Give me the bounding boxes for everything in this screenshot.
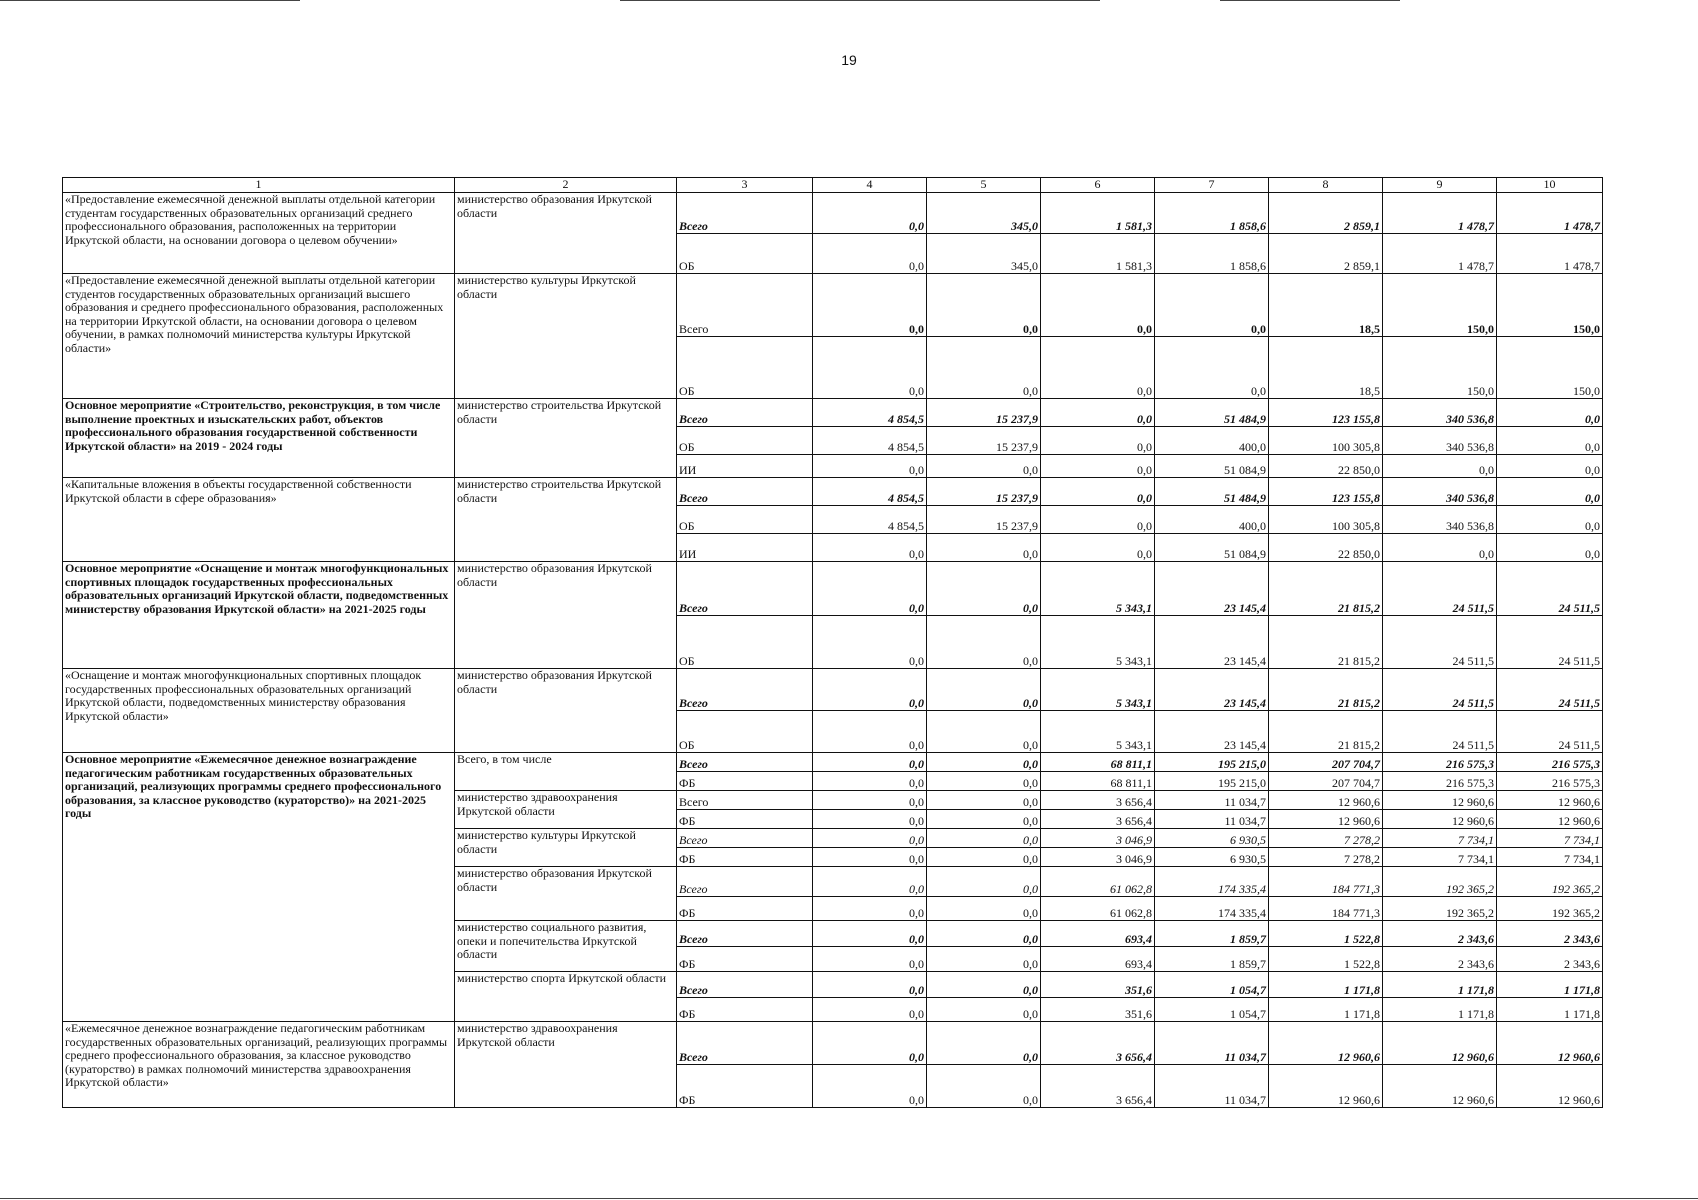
amount-year-col-6: 3 656,4	[1041, 791, 1155, 810]
amount-year-col-8: 7 278,2	[1269, 848, 1383, 867]
column-number-6: 6	[1041, 178, 1155, 193]
amount-year-col-7: 51 084,9	[1155, 534, 1269, 562]
amount-year-col-10: 24 511,5	[1497, 562, 1603, 616]
amount-year-col-5: 0,0	[927, 669, 1041, 711]
amount-year-col-5: 0,0	[927, 972, 1041, 998]
amount-year-col-10: 150,0	[1497, 274, 1603, 337]
amount-year-col-8: 207 704,7	[1269, 772, 1383, 791]
amount-year-col-9: 340 536,8	[1383, 506, 1497, 534]
amount-year-col-8: 12 960,6	[1269, 791, 1383, 810]
amount-year-col-4: 0,0	[813, 669, 927, 711]
amount-year-col-4: 4 854,5	[813, 478, 927, 506]
amount-year-col-4: 0,0	[813, 193, 927, 234]
amount-year-col-9: 24 511,5	[1383, 616, 1497, 669]
amount-year-col-9: 24 511,5	[1383, 562, 1497, 616]
amount-year-col-5: 0,0	[927, 921, 1041, 947]
amount-year-col-10: 0,0	[1497, 427, 1603, 455]
responsible-executor: министерство культуры Иркутской области	[455, 829, 677, 867]
amount-year-col-6: 5 343,1	[1041, 711, 1155, 753]
amount-year-col-10: 0,0	[1497, 399, 1603, 427]
amount-year-col-7: 23 145,4	[1155, 562, 1269, 616]
funding-source: Всего	[677, 921, 813, 947]
amount-year-col-10: 0,0	[1497, 455, 1603, 478]
amount-year-col-7: 11 034,7	[1155, 791, 1269, 810]
amount-year-col-9: 12 960,6	[1383, 791, 1497, 810]
amount-year-col-10: 1 478,7	[1497, 193, 1603, 234]
amount-year-col-4: 0,0	[813, 337, 927, 399]
amount-year-col-9: 2 343,6	[1383, 947, 1497, 972]
amount-year-col-9: 0,0	[1383, 534, 1497, 562]
amount-year-col-4: 0,0	[813, 616, 927, 669]
amount-year-col-10: 2 343,6	[1497, 947, 1603, 972]
responsible-executor: министерство строительства Иркутской области	[455, 478, 677, 562]
amount-year-col-5: 0,0	[927, 791, 1041, 810]
funding-source: ИИ	[677, 455, 813, 478]
amount-year-col-5: 345,0	[927, 234, 1041, 274]
amount-year-col-8: 1 522,8	[1269, 947, 1383, 972]
amount-year-col-8: 123 155,8	[1269, 399, 1383, 427]
amount-year-col-6: 3 046,9	[1041, 848, 1155, 867]
amount-year-col-7: 1 859,7	[1155, 921, 1269, 947]
amount-year-col-7: 400,0	[1155, 427, 1269, 455]
table-row	[63, 478, 1603, 506]
funding-source: ФБ	[677, 810, 813, 829]
amount-year-col-7: 51 084,9	[1155, 455, 1269, 478]
amount-year-col-7: 1 858,6	[1155, 234, 1269, 274]
event-description: «Оснащение и монтаж многофункциональных спортивных площадок государственных профессиональных образовательных организаций Иркутской области, подведомственных министерству образования Иркутской области»	[63, 669, 455, 753]
amount-year-col-5: 15 237,9	[927, 506, 1041, 534]
program-funding-table	[62, 177, 1603, 1108]
amount-year-col-9: 192 365,2	[1383, 867, 1497, 897]
amount-year-col-4: 0,0	[813, 753, 927, 772]
amount-year-col-10: 216 575,3	[1497, 772, 1603, 791]
amount-year-col-10: 192 365,2	[1497, 867, 1603, 897]
amount-year-col-10: 216 575,3	[1497, 753, 1603, 772]
amount-year-col-5: 0,0	[927, 848, 1041, 867]
amount-year-col-9: 1 478,7	[1383, 193, 1497, 234]
funding-source: ФБ	[677, 897, 813, 921]
amount-year-col-5: 0,0	[927, 753, 1041, 772]
amount-year-col-8: 1 522,8	[1269, 921, 1383, 947]
funding-source: ОБ	[677, 234, 813, 274]
column-number-1: 1	[63, 178, 455, 193]
amount-year-col-10: 2 343,6	[1497, 921, 1603, 947]
amount-year-col-5: 0,0	[927, 534, 1041, 562]
amount-year-col-10: 0,0	[1497, 506, 1603, 534]
page-number: 19	[841, 52, 857, 68]
amount-year-col-4: 0,0	[813, 562, 927, 616]
funding-source: ФБ	[677, 947, 813, 972]
amount-year-col-6: 351,6	[1041, 998, 1155, 1022]
amount-year-col-10: 12 960,6	[1497, 1065, 1603, 1108]
table-row	[63, 669, 1603, 711]
responsible-executor: министерство образования Иркутской области	[455, 669, 677, 753]
funding-source: ОБ	[677, 616, 813, 669]
amount-year-col-7: 11 034,7	[1155, 1022, 1269, 1065]
amount-year-col-10: 24 511,5	[1497, 711, 1603, 753]
amount-year-col-5: 0,0	[927, 897, 1041, 921]
amount-year-col-4: 0,0	[813, 1022, 927, 1065]
amount-year-col-7: 195 215,0	[1155, 772, 1269, 791]
responsible-executor: министерство образования Иркутской области	[455, 562, 677, 669]
funding-source: Всего	[677, 562, 813, 616]
amount-year-col-9: 24 511,5	[1383, 669, 1497, 711]
funding-source: ФБ	[677, 1065, 813, 1108]
amount-year-col-9: 12 960,6	[1383, 1065, 1497, 1108]
amount-year-col-4: 0,0	[813, 998, 927, 1022]
amount-year-col-4: 0,0	[813, 897, 927, 921]
amount-year-col-6: 5 343,1	[1041, 616, 1155, 669]
amount-year-col-4: 0,0	[813, 947, 927, 972]
amount-year-col-6: 0,0	[1041, 337, 1155, 399]
amount-year-col-7: 6 930,5	[1155, 848, 1269, 867]
responsible-executor: министерство спорта Иркутской области	[455, 972, 677, 1022]
amount-year-col-4: 4 854,5	[813, 399, 927, 427]
responsible-executor: Всего, в том числе	[455, 753, 677, 791]
table-row	[63, 193, 1603, 234]
amount-year-col-10: 0,0	[1497, 534, 1603, 562]
amount-year-col-4: 0,0	[813, 867, 927, 897]
amount-year-col-6: 693,4	[1041, 947, 1155, 972]
amount-year-col-6: 68 811,1	[1041, 753, 1155, 772]
funding-source: ФБ	[677, 772, 813, 791]
funding-source: ОБ	[677, 506, 813, 534]
amount-year-col-5: 0,0	[927, 455, 1041, 478]
amount-year-col-6: 693,4	[1041, 921, 1155, 947]
funding-source: Всего	[677, 791, 813, 810]
amount-year-col-5: 0,0	[927, 947, 1041, 972]
event-description: «Предоставление ежемесячной денежной выплаты отдельной категории студентов государственных образовательных организаций высшего образования и среднего профессионального образования, расположенных на территории Иркутской области, на основании договора о целевом обучении, в рамках полномочий министерства культуры Иркутской области»	[63, 274, 455, 399]
amount-year-col-9: 1 171,8	[1383, 998, 1497, 1022]
amount-year-col-4: 0,0	[813, 274, 927, 337]
funding-source: Всего	[677, 972, 813, 998]
amount-year-col-6: 3 656,4	[1041, 1065, 1155, 1108]
amount-year-col-9: 1 171,8	[1383, 972, 1497, 998]
amount-year-col-9: 216 575,3	[1383, 772, 1497, 791]
column-number-2: 2	[455, 178, 677, 193]
amount-year-col-4: 4 854,5	[813, 427, 927, 455]
column-number-4: 4	[813, 178, 927, 193]
amount-year-col-10: 192 365,2	[1497, 897, 1603, 921]
amount-year-col-8: 184 771,3	[1269, 897, 1383, 921]
amount-year-col-6: 0,0	[1041, 534, 1155, 562]
funding-source: Всего	[677, 193, 813, 234]
amount-year-col-5: 0,0	[927, 616, 1041, 669]
event-description: «Капитальные вложения в объекты государственной собственности Иркутской области в сфере образования»	[63, 478, 455, 562]
amount-year-col-6: 0,0	[1041, 274, 1155, 337]
amount-year-col-7: 195 215,0	[1155, 753, 1269, 772]
funding-source: ИИ	[677, 534, 813, 562]
table-row	[63, 399, 1603, 427]
amount-year-col-6: 61 062,8	[1041, 867, 1155, 897]
amount-year-col-7: 1 054,7	[1155, 998, 1269, 1022]
amount-year-col-5: 0,0	[927, 1022, 1041, 1065]
funding-source: ФБ	[677, 848, 813, 867]
amount-year-col-5: 0,0	[927, 711, 1041, 753]
amount-year-col-8: 207 704,7	[1269, 753, 1383, 772]
amount-year-col-9: 2 343,6	[1383, 921, 1497, 947]
amount-year-col-4: 0,0	[813, 455, 927, 478]
funding-source: ФБ	[677, 998, 813, 1022]
amount-year-col-9: 150,0	[1383, 274, 1497, 337]
amount-year-col-9: 216 575,3	[1383, 753, 1497, 772]
amount-year-col-8: 2 859,1	[1269, 234, 1383, 274]
amount-year-col-8: 184 771,3	[1269, 867, 1383, 897]
responsible-executor: министерство образования Иркутской области	[455, 867, 677, 921]
table-row	[63, 274, 1603, 337]
amount-year-col-4: 4 854,5	[813, 506, 927, 534]
amount-year-col-8: 12 960,6	[1269, 1022, 1383, 1065]
amount-year-col-9: 7 734,1	[1383, 848, 1497, 867]
amount-year-col-4: 0,0	[813, 711, 927, 753]
amount-year-col-10: 1 478,7	[1497, 234, 1603, 274]
amount-year-col-10: 150,0	[1497, 337, 1603, 399]
amount-year-col-8: 21 815,2	[1269, 669, 1383, 711]
amount-year-col-4: 0,0	[813, 810, 927, 829]
funding-source: Всего	[677, 669, 813, 711]
funding-source: Всего	[677, 1022, 813, 1065]
amount-year-col-8: 21 815,2	[1269, 711, 1383, 753]
amount-year-col-4: 0,0	[813, 1065, 927, 1108]
amount-year-col-5: 0,0	[927, 810, 1041, 829]
amount-year-col-10: 12 960,6	[1497, 810, 1603, 829]
amount-year-col-9: 0,0	[1383, 455, 1497, 478]
responsible-executor: министерство здравоохранения Иркутской области	[455, 791, 677, 829]
amount-year-col-7: 174 335,4	[1155, 897, 1269, 921]
event-description: Основное мероприятие «Оснащение и монтаж многофункциональных спортивных площадок государственных профессиональных образовательных организаций Иркутской области, подведомственных министерству образования Иркутской области» на 2021-2025 годы	[63, 562, 455, 669]
amount-year-col-6: 0,0	[1041, 506, 1155, 534]
amount-year-col-7: 0,0	[1155, 337, 1269, 399]
amount-year-col-7: 11 034,7	[1155, 810, 1269, 829]
funding-source: ОБ	[677, 337, 813, 399]
amount-year-col-8: 22 850,0	[1269, 534, 1383, 562]
amount-year-col-8: 100 305,8	[1269, 427, 1383, 455]
amount-year-col-10: 12 960,6	[1497, 791, 1603, 810]
amount-year-col-7: 174 335,4	[1155, 867, 1269, 897]
funding-source: Всего	[677, 829, 813, 848]
amount-year-col-6: 68 811,1	[1041, 772, 1155, 791]
amount-year-col-7: 11 034,7	[1155, 1065, 1269, 1108]
amount-year-col-8: 21 815,2	[1269, 562, 1383, 616]
amount-year-col-9: 12 960,6	[1383, 1022, 1497, 1065]
amount-year-col-5: 0,0	[927, 998, 1041, 1022]
amount-year-col-8: 21 815,2	[1269, 616, 1383, 669]
amount-year-col-8: 18,5	[1269, 274, 1383, 337]
column-number-row	[63, 178, 1603, 193]
amount-year-col-5: 0,0	[927, 867, 1041, 897]
amount-year-col-4: 0,0	[813, 234, 927, 274]
responsible-executor: министерство образования Иркутской области	[455, 193, 677, 274]
amount-year-col-7: 23 145,4	[1155, 711, 1269, 753]
amount-year-col-6: 3 046,9	[1041, 829, 1155, 848]
funding-source: Всего	[677, 274, 813, 337]
amount-year-col-7: 0,0	[1155, 274, 1269, 337]
amount-year-col-7: 1 859,7	[1155, 947, 1269, 972]
funding-source: ОБ	[677, 711, 813, 753]
amount-year-col-9: 7 734,1	[1383, 829, 1497, 848]
event-description: «Предоставление ежемесячной денежной выплаты отдельной категории студентам государственных образовательных организаций среднего профессионального образования, расположенных на территории Иркутской области, на основании договора о целевом обучении»	[63, 193, 455, 274]
amount-year-col-6: 5 343,1	[1041, 562, 1155, 616]
amount-year-col-8: 12 960,6	[1269, 1065, 1383, 1108]
amount-year-col-5: 15 237,9	[927, 427, 1041, 455]
column-number-8: 8	[1269, 178, 1383, 193]
amount-year-col-7: 51 484,9	[1155, 478, 1269, 506]
amount-year-col-8: 100 305,8	[1269, 506, 1383, 534]
amount-year-col-8: 18,5	[1269, 337, 1383, 399]
amount-year-col-6: 3 656,4	[1041, 810, 1155, 829]
amount-year-col-6: 5 343,1	[1041, 669, 1155, 711]
amount-year-col-4: 0,0	[813, 921, 927, 947]
amount-year-col-7: 1 054,7	[1155, 972, 1269, 998]
amount-year-col-6: 61 062,8	[1041, 897, 1155, 921]
amount-year-col-8: 123 155,8	[1269, 478, 1383, 506]
column-number-3: 3	[677, 178, 813, 193]
column-number-10: 10	[1497, 178, 1603, 193]
amount-year-col-4: 0,0	[813, 972, 927, 998]
amount-year-col-5: 0,0	[927, 829, 1041, 848]
amount-year-col-4: 0,0	[813, 791, 927, 810]
amount-year-col-5: 0,0	[927, 1065, 1041, 1108]
amount-year-col-4: 0,0	[813, 829, 927, 848]
funding-source: Всего	[677, 753, 813, 772]
amount-year-col-5: 345,0	[927, 193, 1041, 234]
amount-year-col-5: 0,0	[927, 337, 1041, 399]
funding-source: ОБ	[677, 427, 813, 455]
responsible-executor: министерство строительства Иркутской области	[455, 399, 677, 478]
funding-source: Всего	[677, 399, 813, 427]
amount-year-col-5: 0,0	[927, 562, 1041, 616]
amount-year-col-7: 400,0	[1155, 506, 1269, 534]
table-row	[63, 753, 1603, 772]
amount-year-col-5: 15 237,9	[927, 399, 1041, 427]
amount-year-col-6: 351,6	[1041, 972, 1155, 998]
responsible-executor: министерство социального развития, опеки и попечительства Иркутской области	[455, 921, 677, 972]
amount-year-col-9: 12 960,6	[1383, 810, 1497, 829]
amount-year-col-9: 340 536,8	[1383, 427, 1497, 455]
amount-year-col-10: 1 171,8	[1497, 972, 1603, 998]
amount-year-col-8: 1 171,8	[1269, 998, 1383, 1022]
amount-year-col-10: 24 511,5	[1497, 669, 1603, 711]
amount-year-col-10: 1 171,8	[1497, 998, 1603, 1022]
amount-year-col-4: 0,0	[813, 772, 927, 791]
event-description: Основное мероприятие «Строительство, реконструкция, в том числе выполнение проектных и изыскательских работ, объектов профессионального образования государственной собственности Иркутской области» на 2019 - 2024 годы	[63, 399, 455, 478]
amount-year-col-9: 150,0	[1383, 337, 1497, 399]
amount-year-col-8: 22 850,0	[1269, 455, 1383, 478]
event-description: Основное мероприятие «Ежемесячное денежное вознаграждение педагогическим работникам государственных образовательных организаций, реализующих программы среднего профессионального образования, за классное руководство (кураторство)» на 2021-2025 годы	[63, 753, 455, 1022]
amount-year-col-7: 51 484,9	[1155, 399, 1269, 427]
amount-year-col-7: 1 858,6	[1155, 193, 1269, 234]
amount-year-col-6: 3 656,4	[1041, 1022, 1155, 1065]
column-number-5: 5	[927, 178, 1041, 193]
amount-year-col-5: 15 237,9	[927, 478, 1041, 506]
amount-year-col-8: 12 960,6	[1269, 810, 1383, 829]
amount-year-col-4: 0,0	[813, 534, 927, 562]
amount-year-col-4: 0,0	[813, 848, 927, 867]
amount-year-col-6: 1 581,3	[1041, 234, 1155, 274]
amount-year-col-5: 0,0	[927, 772, 1041, 791]
table-row	[63, 562, 1603, 616]
funding-source: Всего	[677, 867, 813, 897]
amount-year-col-7: 23 145,4	[1155, 669, 1269, 711]
amount-year-col-9: 340 536,8	[1383, 399, 1497, 427]
funding-source: Всего	[677, 478, 813, 506]
amount-year-col-6: 1 581,3	[1041, 193, 1155, 234]
amount-year-col-8: 1 171,8	[1269, 972, 1383, 998]
amount-year-col-8: 7 278,2	[1269, 829, 1383, 848]
amount-year-col-9: 340 536,8	[1383, 478, 1497, 506]
amount-year-col-10: 12 960,6	[1497, 1022, 1603, 1065]
amount-year-col-10: 0,0	[1497, 478, 1603, 506]
table-row	[63, 1022, 1603, 1065]
amount-year-col-9: 1 478,7	[1383, 234, 1497, 274]
amount-year-col-10: 7 734,1	[1497, 848, 1603, 867]
responsible-executor: министерство культуры Иркутской области	[455, 274, 677, 399]
amount-year-col-6: 0,0	[1041, 427, 1155, 455]
amount-year-col-9: 24 511,5	[1383, 711, 1497, 753]
responsible-executor: министерство здравоохранения Иркутской области	[455, 1022, 677, 1108]
amount-year-col-6: 0,0	[1041, 478, 1155, 506]
amount-year-col-6: 0,0	[1041, 455, 1155, 478]
column-number-7: 7	[1155, 178, 1269, 193]
event-description: «Ежемесячное денежное вознаграждение педагогическим работникам государственных образовательных организаций, реализующих программы среднего профессионального образования, за классное руководство (кураторство) в рамках полномочий министерства здравоохранения Иркутской области»	[63, 1022, 455, 1108]
amount-year-col-7: 23 145,4	[1155, 616, 1269, 669]
column-number-9: 9	[1383, 178, 1497, 193]
amount-year-col-6: 0,0	[1041, 399, 1155, 427]
amount-year-col-7: 6 930,5	[1155, 829, 1269, 848]
amount-year-col-9: 192 365,2	[1383, 897, 1497, 921]
amount-year-col-10: 24 511,5	[1497, 616, 1603, 669]
amount-year-col-5: 0,0	[927, 274, 1041, 337]
amount-year-col-10: 7 734,1	[1497, 829, 1603, 848]
amount-year-col-8: 2 859,1	[1269, 193, 1383, 234]
